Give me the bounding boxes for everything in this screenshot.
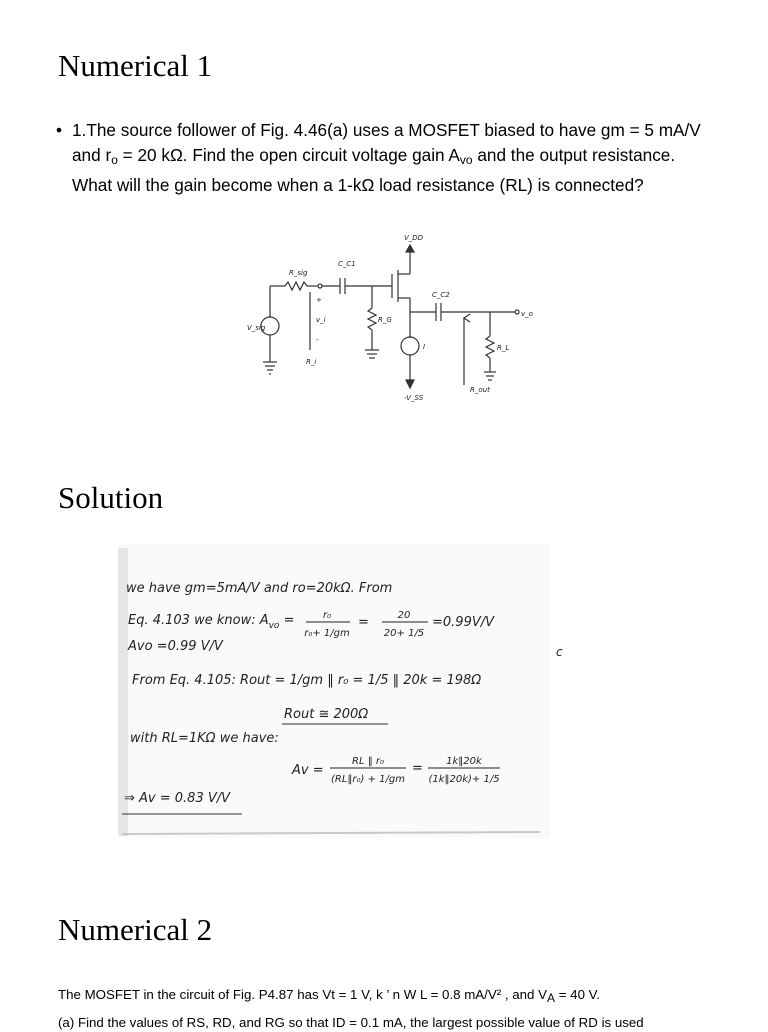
- q1-text-part3: and the output resistance. What will the gain become when a 1-kΩ load resistance (RL) is connected?: [72, 145, 676, 195]
- rg-label: R_G: [378, 316, 392, 324]
- question-2-line-1: [58, 986, 718, 1007]
- solution-line-2: Eq. 4.103 we know: $A_{vo}$ =: [128, 613, 295, 631]
- equals-1: =: [358, 615, 369, 630]
- cc1-label: C_C1: [338, 260, 356, 268]
- solution-line-1: we have gm=5mA/V and ro=20kΩ. From: [126, 581, 393, 596]
- solution-final-answer: ⇒ Av = 0.83 V/V: [124, 791, 231, 806]
- cc2-label: C_C2: [432, 291, 450, 299]
- fraction-3-numerator: RL ‖ r₀: [352, 756, 384, 767]
- minus-sign: -: [316, 336, 319, 344]
- vo-label: v_o: [521, 310, 533, 318]
- plus-sign: +: [316, 296, 322, 304]
- numerical-2-title: Numerical 2: [58, 912, 213, 947]
- q1-text-part2: = 20 kΩ. Find the open circuit voltage gain A: [117, 145, 460, 165]
- fraction-2-denominator: 20+ 1/5: [383, 628, 425, 639]
- q1-r-subscript: o: [111, 153, 118, 167]
- vsig-label: V_sig: [247, 324, 266, 332]
- margin-mark: c: [556, 645, 563, 659]
- vdd-label: V_DD: [404, 234, 424, 242]
- question-2-line-2: (a) Find the values of RS, RD, and RG so that ID = 0.1 mA, the largest possible value of RD is used: [58, 1015, 644, 1030]
- solution-line-5: Rout ≅ 200Ω: [284, 707, 369, 722]
- vi-label: v_i: [316, 316, 326, 324]
- fraction-4-denominator: (1k‖20k)+ 1/5: [428, 774, 500, 785]
- q1-text-part1: 1.The source follower of Fig. 4.46(a) uses a MOSFET biased to have gm = 5 mA/V and r: [72, 120, 701, 165]
- gain-result-1: =0.99V/V: [432, 615, 495, 630]
- vss-label: -V_SS: [404, 394, 424, 402]
- q2-text-1: The MOSFET in the circuit of Fig. P4.87 has Vt = 1 V, k ’ n W L = 0.8 mA/V² , and V: [58, 987, 547, 1002]
- q2-text-1b: = 40 V.: [555, 987, 600, 1002]
- ri-label: R_i: [306, 358, 317, 366]
- fraction-3-denominator: (RL‖r₀) + 1/gm: [331, 774, 405, 785]
- solution-line-3: Avo =0.99 V/V: [128, 639, 223, 654]
- rout-label: R_out: [470, 386, 490, 394]
- fraction-2-numerator: 20: [397, 610, 411, 621]
- current-label: I: [423, 343, 426, 351]
- solution-line-7: Av =: [292, 763, 324, 778]
- solution-title: Solution: [58, 480, 164, 515]
- bullet: •: [56, 120, 63, 140]
- solution-line-6: with RL=1KΩ we have:: [130, 731, 279, 746]
- rsig-label: R_sig: [289, 269, 308, 277]
- q1-a-subscript: vo: [459, 153, 473, 167]
- solution-line-4: From Eq. 4.105: Rout = 1/gm ‖ r₀ = 1/5 ‖ 20k = 198Ω: [132, 673, 482, 688]
- equals-2: =: [412, 761, 423, 776]
- rl-label: R_L: [497, 344, 510, 352]
- numerical-1-title: Numerical 1: [58, 48, 213, 83]
- fraction-1-denominator: r₀+ 1/gm: [304, 628, 350, 639]
- fraction-1-numerator: r₀: [322, 610, 332, 621]
- q2-va-subscript: A: [547, 991, 556, 1005]
- fraction-4-numerator: 1k‖20k: [446, 756, 482, 767]
